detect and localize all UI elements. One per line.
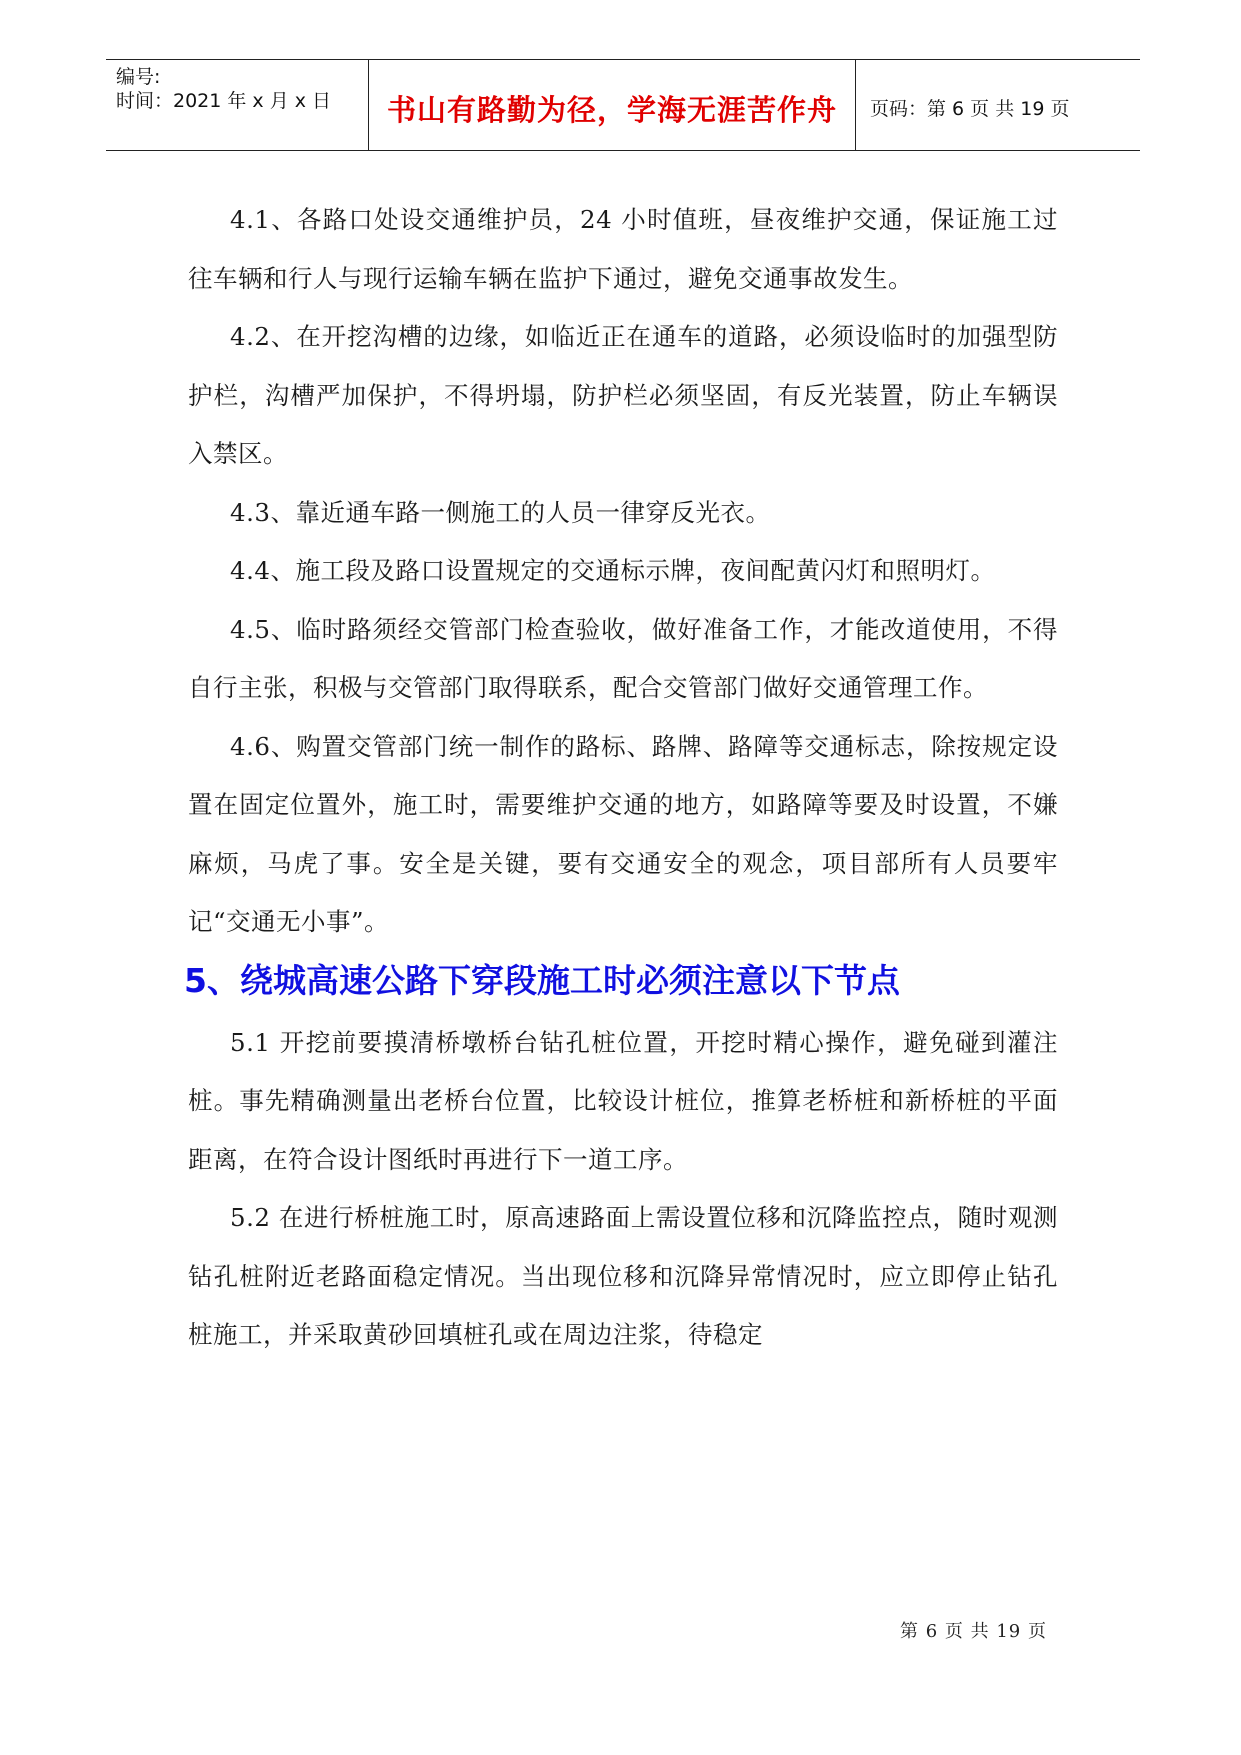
document-body <box>184 191 1058 1365</box>
header-info-cell <box>106 60 369 150</box>
paragraph-4-1: 4.1、各路口处设交通维护员，24 小时值班，昼夜维护交通，保证施工过往车辆和行人与现行运输车辆在监护下通过，避免交通事故发生。 <box>188 205 1058 293</box>
page-header <box>106 59 1140 151</box>
paragraph-4-6: 4.6、购置交管部门统一制作的路标、路牌、路障等交通标志，除按规定设置在固定位置外，施工时，需要维护交通的地方，如路障等要及时设置，不嫌麻烦，马虎了事。安全是关键，要有交通安全的观念，项目部所有人员要牢记“交通无小事”。 <box>188 731 1058 936</box>
document-number-label: 编号: <box>116 66 161 88</box>
header-motto-cell <box>369 60 856 150</box>
section-heading: 5、绕城高速公路下穿段施工时必须注意以下节点 <box>184 960 900 1000</box>
header-motto: 书山有路勤为径，学海无涯苦作舟 <box>386 93 837 127</box>
paragraph-4-5: 4.5、临时路须经交管部门检查验收，做好准备工作，才能改道使用，不得自行主张，积极与交管部门取得联系，配合交管部门做好交通管理工作。 <box>188 614 1058 702</box>
header-page-cell <box>856 60 1140 150</box>
paragraph-4-3: 4.3、靠近通车路一侧施工的人员一律穿反光衣。 <box>230 497 771 527</box>
header-page-code: 页码：第 6 页 共 19 页 <box>870 98 1070 120</box>
paragraph-4-4: 4.4、施工段及路口设置规定的交通标示牌，夜间配黄闪灯和照明灯。 <box>230 556 996 585</box>
paragraph-5-1: 5.1 开挖前要摸清桥墩桥台钻孔桩位置，开挖时精心操作，避免碰到灌注桩。事先精确测量出老桥台位置，比较设计桩位，推算老桥桩和新桥桩的平面距离，在符合设计图纸时再进行下一道工序。 <box>188 1027 1058 1174</box>
paragraph-5-2: 5.2 在进行桥桩施工时，原高速路面上需设置位移和沉降监控点，随时观测钻孔桩附近老路面稳定情况。当出现位移和沉降异常情况时，应立即停止钻孔桩施工，并采取黄砂回填桩孔或在周边注浆，待稳定 <box>188 1203 1058 1349</box>
document-time-label: 时间：2021 年 x 月 x 日 <box>116 90 332 112</box>
paragraph-4-2: 4.2、在开挖沟槽的边缘，如临近正在通车的道路，必须设临时的加强型防护栏，沟槽严加保护，不得坍塌，防护栏必须坚固，有反光装置，防止车辆误入禁区。 <box>188 322 1058 468</box>
page-footer: 第 6 页 共 19 页 <box>900 1621 1047 1642</box>
